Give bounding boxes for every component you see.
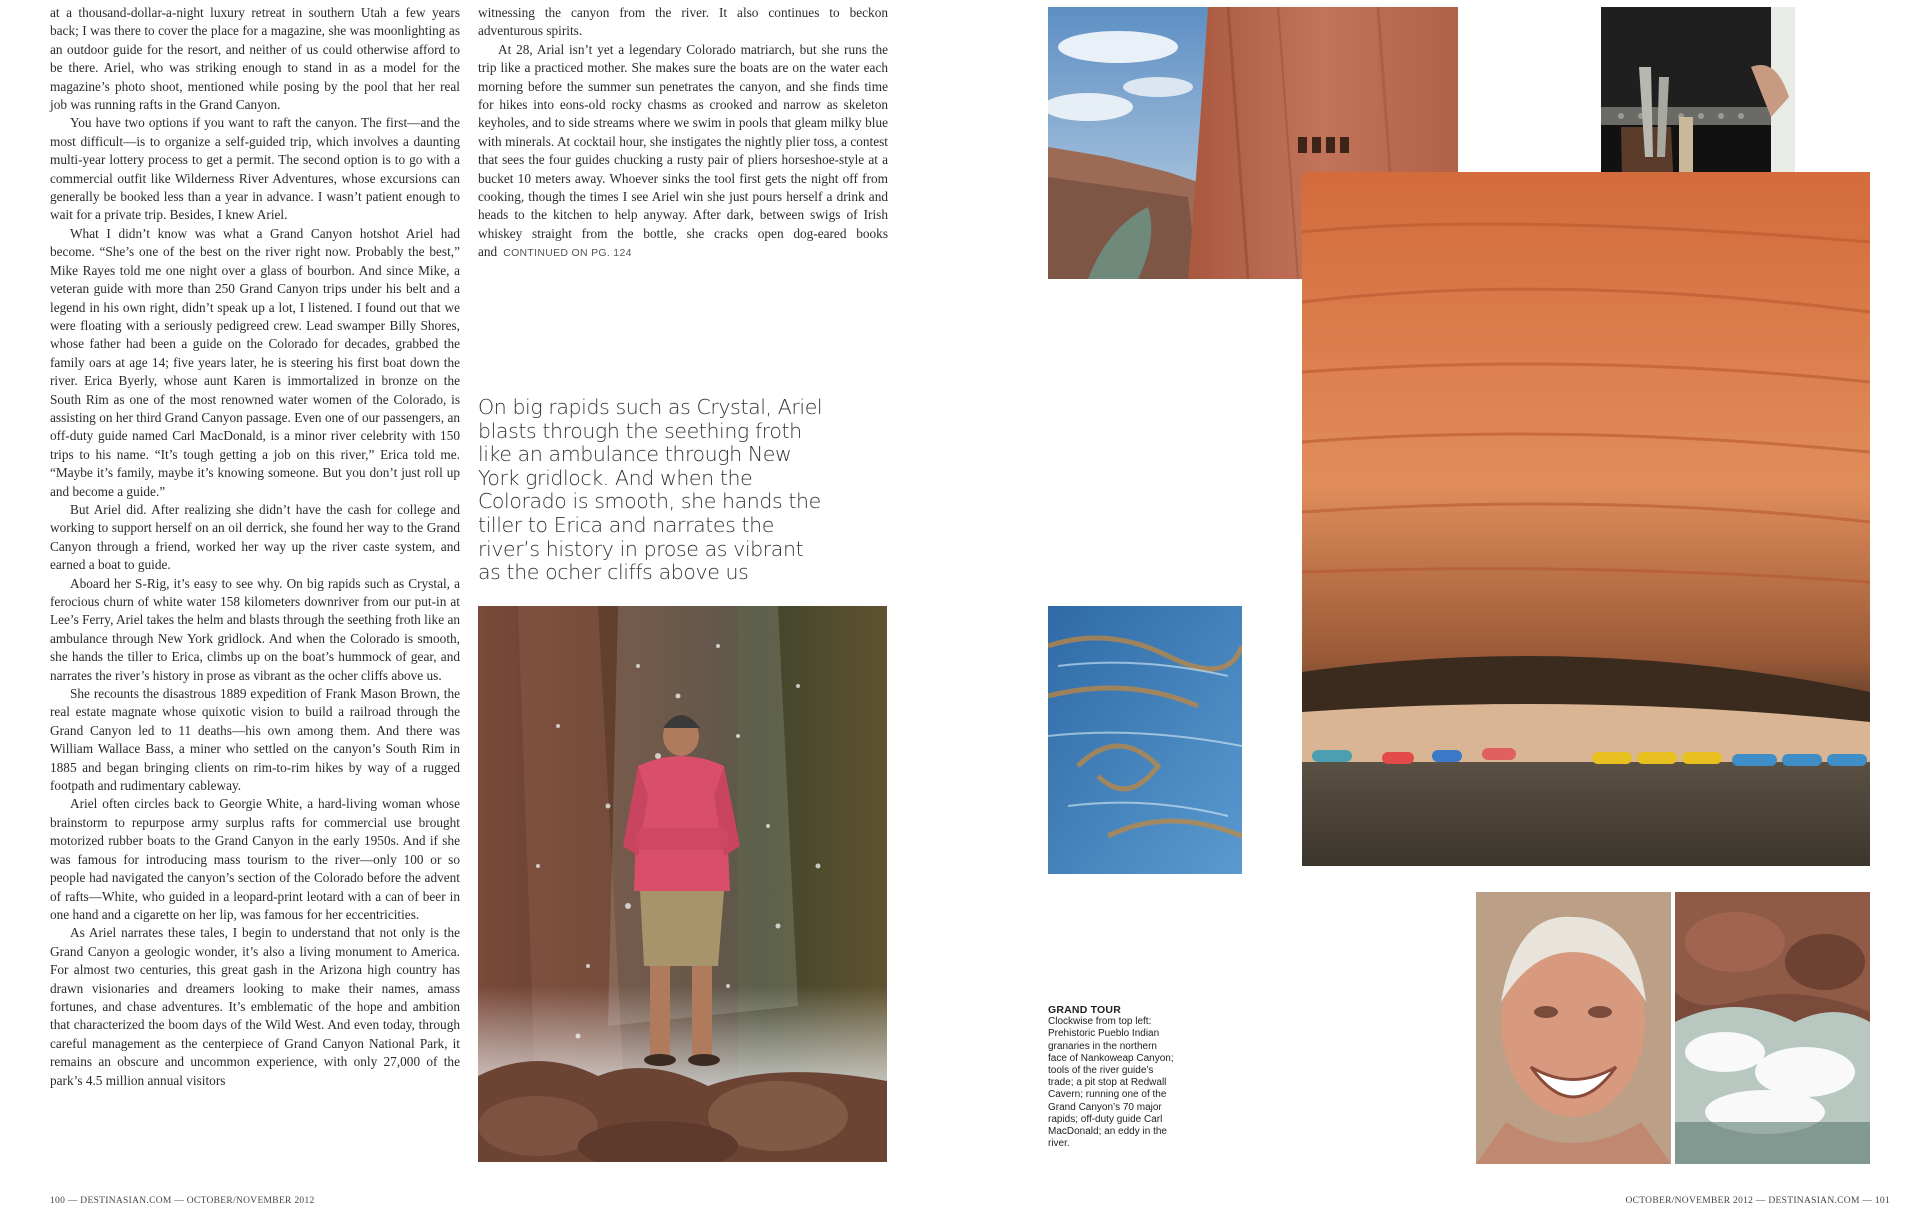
photo-river-eddy [1048, 606, 1242, 874]
article-column-2 [478, 4, 888, 263]
article-paragraph: You have two options if you want to raft the canyon. The first—and the most difficult—is to organize a self-guided trip, which involves a daunting multi-year lottery process to get a permit. The second option is to go with a commercial outfit like Wilderness River Adventures, whose excursions can generally be booked less than a year in advance. I wasn’t patient enough to wait for a private trip. Besides, I knew Ariel. [50, 115, 460, 223]
article-paragraph [478, 41, 888, 263]
article-paragraph: Ariel often circles back to Georgie White, a hard-living woman whose brainstorm to repurpose army surplus rafts for commercial use brought motorized rubber boats to the Grand Canyon in the early 1950s. And if she was famous for introducing mass tourism to the river—only 100 or so people had navigated the canyon’s section of the Colorado before the advent of rafts—White, who guided in a leopard-print leotard with a can of beer in one hand and a cigarette on her lip, was famous for her eccentricities. [50, 796, 460, 922]
article-paragraph: As Ariel narrates these tales, I begin to understand that not only is the Grand Canyon a geologic wonder, it’s also a living monument to America. For almost two centuries, this great gash in the Arizona high country has drawn visionaries and dreamers looking to make their names, amass fortunes, and chase adventures. It’s emblematic of the hope and ambition that characterized the boom days of the Wild West. And even today, through careful management as the centerpiece of Grand Canyon National Park, it remains an obscure and uncommon experience, with only 27,000 of the park’s 4.5 million annual visitors [50, 925, 460, 1088]
folio-left: 100 — DESTINASIAN.COM — OCTOBER/NOVEMBER 2012 [50, 1196, 315, 1206]
article-paragraph: at a thousand-dollar-a-night luxury retreat in southern Utah a few years back; I was there to cover the place for a magazine, she was moonlighting as an outdoor guide for the resort, and neither of us could otherwise afford to be there. Ariel, who was striking enough to stand in as a model for the magazine’s photo shoot, mentioned while posing by the pool that her real job was running rafts in the Grand Canyon. [50, 5, 460, 113]
caption-body: Clockwise from top left: Prehistoric Pueblo Indian granaries in the northern face of Nankoweap Canyon; tools of the river guide’s trade; a pit stop at Redwall Cavern; running one of the Grand Canyon’s 70 major rapids; off-duty guide Carl MacDonald; an eddy in the river. [1048, 1016, 1174, 1150]
article-paragraph-text: At 28, Arial isn’t yet a legendary Colorado matriarch, but she runs the trip like a practiced mother. She makes sure the boats are on the water each morning before the summer sun penetrates the canyon, and she finds time for hikes into eons-old rocky chasms as crooked and narrow as skeleton keyholes, and to side streams where we swim in pools that gleam milky blue with minerals. At cocktail hour, she instigates the nightly plier toss, a contest that sees the four guides chucking a rusty pair of pliers horseshoe-style at a bucket 10 meters away. Whoever sinks the tool first gets the night off from cooking, though the times I see Ariel win she just pours herself a drink and heads to the kitchen to help anyway. After dark, between swigs of Irish whiskey straight from the bottle, she cracks open dog-eared books and [478, 41, 888, 260]
photo-waterfall-guide [478, 606, 887, 1162]
continued-note: CONTINUED ON PG. 124 [503, 247, 632, 260]
caption-title: GRAND TOUR [1048, 1004, 1121, 1016]
article-paragraph: What I didn’t know was what a Grand Canyon hotshot Ariel had become. “She’s one of the best on the river right now. Probably the best,” Mike Rayes told me one night over a glass of bourbon. And since Mike, a veteran guide with more than 250 Grand Canyon trips under his belt and a legend in his own right, didn’t speak up a lot, I listened. I found out that we were floating with a seriously pedigreed crew. Lead swamper Billy Shores, whose father had been a guide on the Colorado for decades, grabbed the family oars at age 14; five years later, he is steering his first boat down the river. Erica Byerly, whose aunt Karen is immortalized in bronze on the South Rim as one of the most renowned water women of the Colorado, is assisting on her third Grand Canyon passage. Even one of our passengers, an off-duty guide named Carl MacDonald, is a minor river celebrity with 150 trips to his name. “It’s tough getting a job on this river,” Erica told me. “Maybe it’s family, maybe it’s knowing someone. But you don’t just roll up and become a guide.” [50, 225, 460, 499]
article-paragraph: But Ariel did. After realizing she didn’t have the cash for college and working to support herself on an oil derrick, she found her way to the Grand Canyon through a friend, worked her way up the river caste system, and earned a boat to guide. [50, 501, 460, 573]
photo-caption [1048, 1004, 1178, 1150]
article-paragraph: She recounts the disastrous 1889 expedition of Frank Mason Brown, the real estate magnate whose quixotic vision to build a railroad through the Grand Canyon led to 11 deaths—his own among them. And there was William Wallace Bass, a miner who settled on the canyon’s South Rim in 1885 and began bringing clients on rim-to-rim hikes by way of a rugged footpath and rudimentary cableway. [50, 686, 460, 794]
folio-right: OCTOBER/NOVEMBER 2012 — DESTINASIAN.COM — 101 [1625, 1196, 1890, 1206]
photo-carl-macdonald [1476, 892, 1671, 1164]
photo-major-rapid [1675, 892, 1870, 1164]
article-paragraph: Aboard her S-Rig, it’s easy to see why. On big rapids such as Crystal, a ferocious churn of white water 158 kilometers downriver from our put-in at Lee’s Ferry, Ariel takes the helm and blasts through the seething froth like an ambulance through New York gridlock. And when the Colorado is smooth, she hands the tiller to Erica, climbs up on the boat’s hummock of gear, and narrates the river’s history in prose as vibrant as the ocher cliffs above us. [50, 575, 460, 683]
article-paragraph: witnessing the canyon from the river. It also continues to beckon adventurous spirits. [478, 5, 888, 39]
photo-redwall-cavern [1302, 172, 1870, 866]
pull-quote: On big rapids such as Crystal, Ariel blasts through the seething froth like an ambulance through New York gridlock. And when the Colorado is smooth, she hands the tiller to Erica and narrates the river’s history in prose as vibrant as the ocher cliffs above us [478, 395, 823, 585]
article-column-1 [50, 4, 460, 1090]
